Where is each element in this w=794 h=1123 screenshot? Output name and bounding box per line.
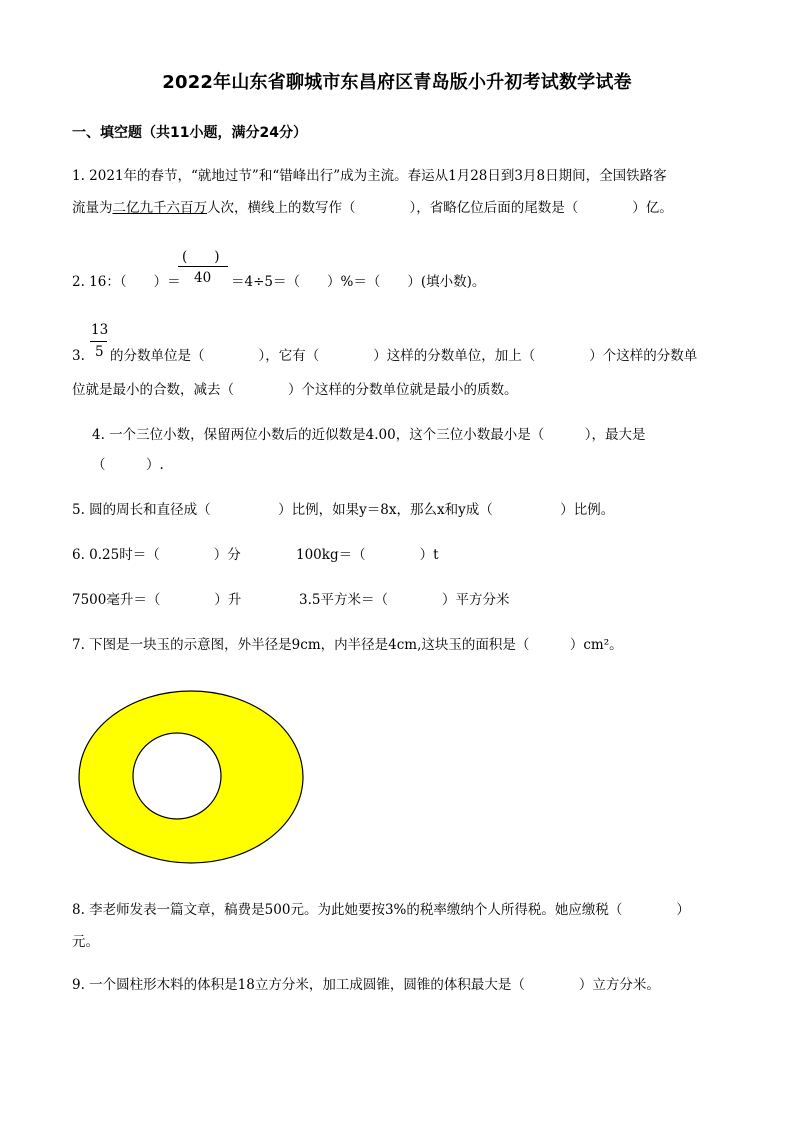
- q3-line1: 的分数单位是（ ），它有（ ）这样的分数单位，加上（ ）个这样的分数单: [110, 348, 698, 364]
- q9-line: 9. 一个圆柱形木料的体积是18立方分米，加工成圆锥，圆锥的体积最大是（ ）立方分米。: [72, 977, 660, 993]
- q2-line-pre: 2. 16：（ ）＝: [72, 274, 181, 290]
- q6-item-b: 100kg＝（ ）t: [296, 547, 439, 563]
- q2-line-post: ＝4÷5＝（ ）%＝（ ）(填小数)。: [231, 274, 486, 290]
- q1-underlined-number: 二亿九千六百万: [112, 200, 207, 216]
- q2-fraction-numerator: ( ): [182, 249, 220, 265]
- q5-line: 5. 圆的周长和直径成（ ）比例，如果y＝8x，那么x和y成（ ）比例。: [72, 502, 615, 518]
- q4-line1: 4. 一个三位小数，保留两位小数后的近似数是4.00，这个三位小数最小是（ ），最大是: [92, 427, 646, 443]
- q1-line2-post: 人次，横线上的数写作（ ），省略亿位后面的尾数是（ ）亿。: [207, 200, 673, 216]
- q6-item-d: 3.5平方米＝（ ）平方分米: [299, 592, 510, 608]
- q3-number: 3.: [72, 348, 85, 364]
- page-title: 2022年山东省聊城市东昌府区青岛版小升初考试数学试卷: [162, 72, 632, 93]
- q1-line1: 1. 2021年的春节，“就地过节”和“错峰出行”成为主流。春运从1月28日到3月8日期间，全国铁路客: [72, 168, 667, 184]
- q8-line2: 元。: [72, 934, 99, 950]
- q3-line2: 位就是最小的合数，减去（ ）个这样的分数单位就是最小的质数。: [72, 382, 518, 398]
- q2-fraction-bar: [178, 266, 228, 267]
- q3-fraction-denominator: 5: [95, 344, 104, 360]
- q1-line2: [72, 199, 673, 217]
- q8-line1: 8. 李老师发表一篇文章，稿费是500元。为此她要按3%的税率缴纳个人所得税。她应缴税（ ）: [72, 902, 690, 918]
- q3-fraction-bar: [90, 341, 107, 342]
- q1-line2-pre: 流量为: [72, 200, 113, 216]
- q6-item-a: 6. 0.25时＝（ ）分: [72, 547, 241, 563]
- q4-line2: （ ）.: [92, 457, 164, 473]
- q7-line: 7. 下图是一块玉的示意图，外半径是9cm，内半径是4cm,这块玉的面积是（ ）cm²。: [72, 637, 623, 653]
- q2-fraction-denominator: 40: [194, 270, 212, 286]
- q6-item-c: 7500毫升＝（ ）升: [72, 592, 242, 608]
- jade-ring-diagram: [77, 688, 309, 870]
- section-heading: 一、填空题（共11小题，满分24分）: [72, 125, 307, 141]
- q3-fraction-numerator: 13: [91, 322, 109, 338]
- inner-circle: [133, 733, 221, 819]
